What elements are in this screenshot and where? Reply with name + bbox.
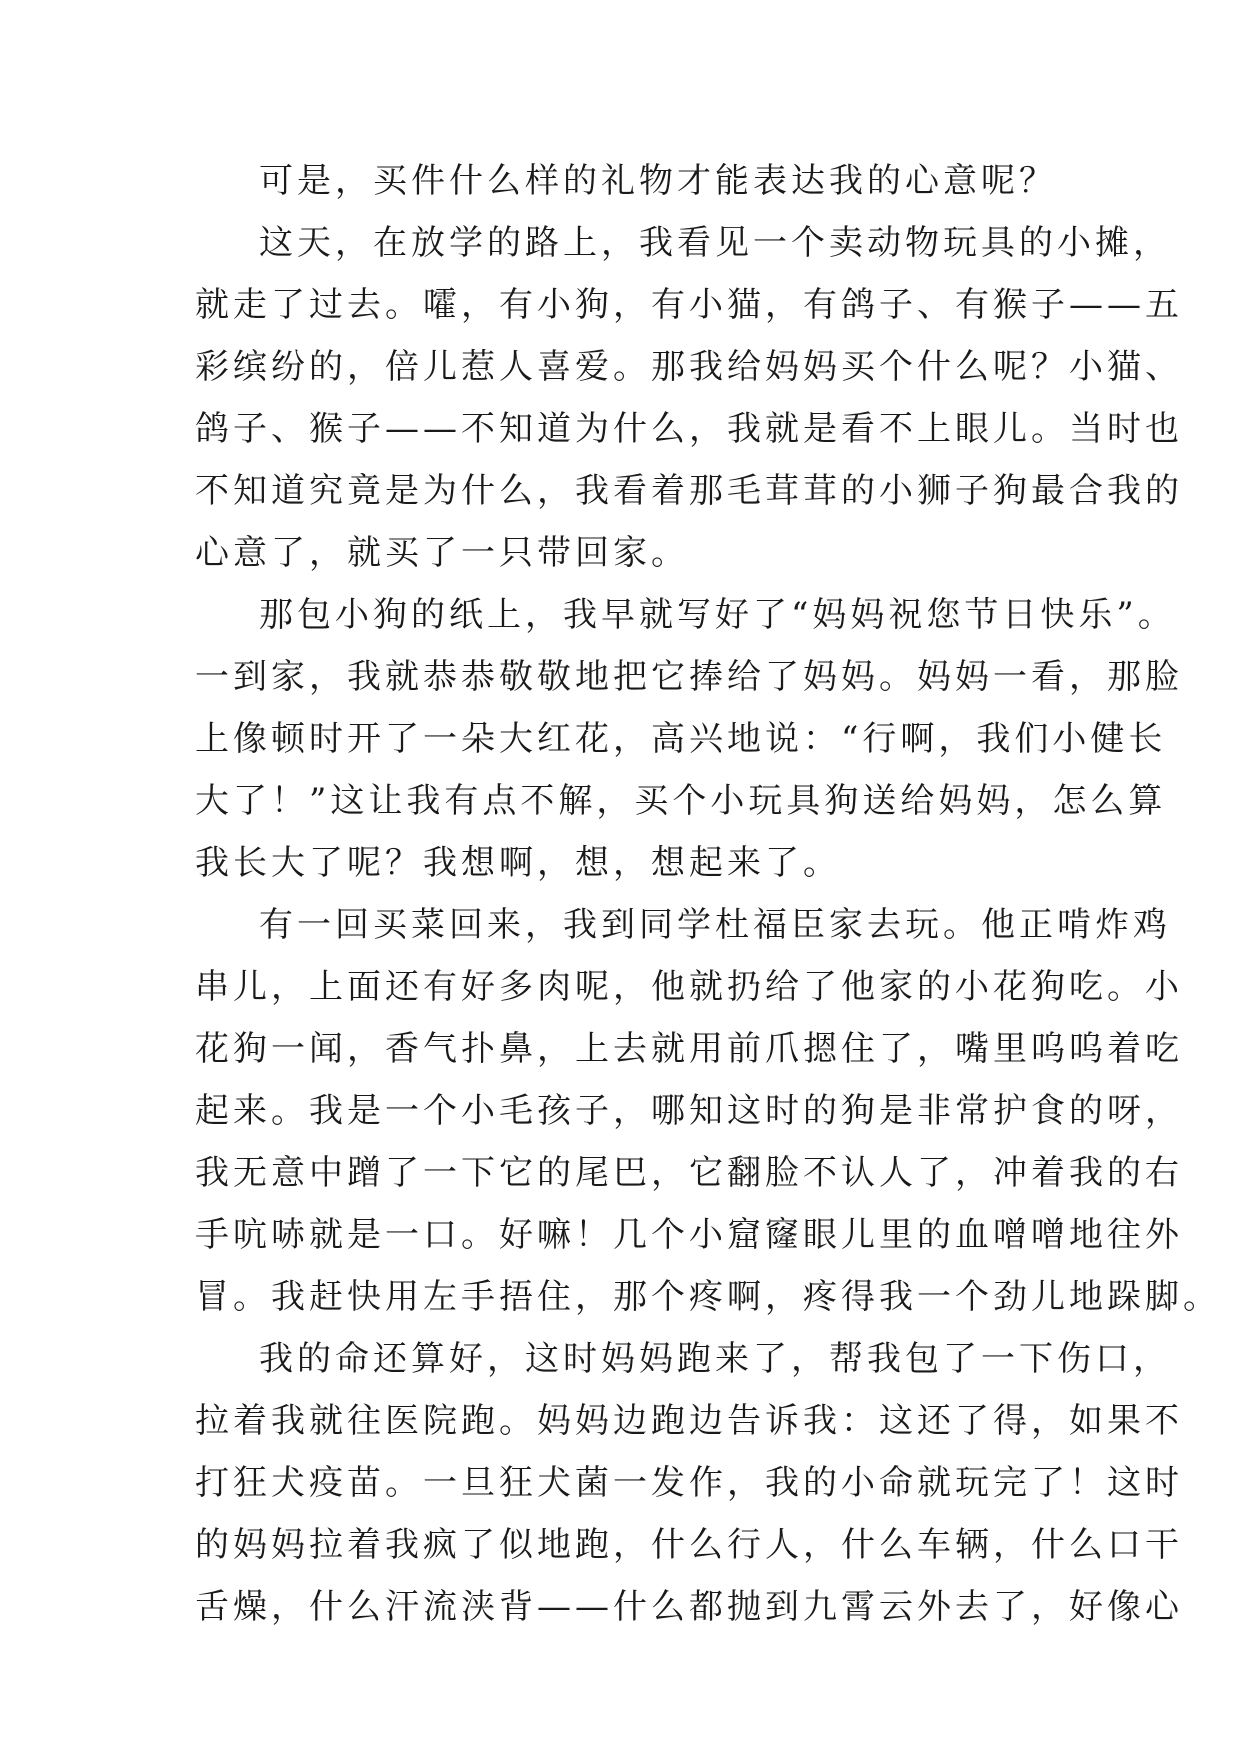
paragraph-line: 大了！”这让我有点不解，买个小玩具狗送给妈妈，怎么算 (195, 781, 1167, 821)
paragraph-line: 我长大了呢？我想啊，想，想起来了。 (195, 843, 841, 883)
paragraph-line: 冒。我赶快用左手捂住，那个疼啊，疼得我一个劲儿地跺脚。 (195, 1277, 1221, 1317)
paragraph-3 (195, 584, 1183, 894)
paragraph-line: 拉着我就往医院跑。妈妈边跑边告诉我：这还了得，如果不 (195, 1401, 1183, 1441)
paragraph-1 (195, 150, 1075, 212)
paragraph-line: 那包小狗的纸上，我早就写好了“妈妈祝您节日快乐”。 (259, 595, 1176, 635)
paragraph-line: 舌燥，什么汗流浃背——什么都抛到九霄云外去了，好像心 (195, 1587, 1183, 1627)
paragraph-line: 一到家，我就恭恭敬敬地把它捧给了妈妈。妈妈一看，那脸 (195, 657, 1183, 697)
paragraph-line: 手吭哧就是一口。好嘛！几个小窟窿眼儿里的血噌噌地往外 (195, 1215, 1183, 1255)
paragraph-line: 打狂犬疫苗。一旦狂犬菌一发作，我的小命就玩完了！这时 (195, 1463, 1183, 1503)
paragraph-line: 不知道究竟是为什么，我看着那毛茸茸的小狮子狗最合我的 (195, 471, 1183, 511)
paragraph-line: 我无意中蹭了一下它的尾巴，它翻脸不认人了，冲着我的右 (195, 1153, 1183, 1193)
paragraph-line: 我的命还算好，这时妈妈跑来了，帮我包了一下伤口， (259, 1339, 1171, 1379)
paragraph-line: 的妈妈拉着我疯了似地跑，什么行人，什么车辆，什么口干 (195, 1525, 1183, 1565)
paragraph-line: 鸽子、猴子——不知道为什么，我就是看不上眼儿。当时也 (195, 409, 1183, 449)
paragraph-2 (195, 212, 1183, 584)
body-text (195, 150, 1221, 1638)
paragraph-line: 可是，买件什么样的礼物才能表达我的心意呢？ (259, 161, 1057, 201)
paragraph-line: 彩缤纷的，倍儿惹人喜爱。那我给妈妈买个什么呢？小猫、 (195, 347, 1183, 387)
paragraph-line: 有一回买菜回来，我到同学杜福臣家去玩。他正啃炸鸡 (259, 905, 1171, 945)
paragraph-4 (195, 894, 1221, 1328)
paragraph-line: 心意了，就买了一只带回家。 (195, 533, 689, 573)
paragraph-line: 花狗一闻，香气扑鼻，上去就用前爪摁住了，嘴里呜呜着吃 (195, 1029, 1183, 1069)
paragraph-5 (195, 1328, 1183, 1638)
paragraph-line: 就走了过去。嚯，有小狗，有小猫，有鸽子、有猴子——五 (195, 285, 1183, 325)
paragraph-line: 起来。我是一个小毛孩子，哪知这时的狗是非常护食的呀， (195, 1091, 1183, 1131)
paragraph-line: 串儿，上面还有好多肉呢，他就扔给了他家的小花狗吃。小 (195, 967, 1183, 1007)
paragraph-line: 上像顿时开了一朵大红花，高兴地说：“行啊，我们小健长 (195, 719, 1167, 759)
paragraph-line: 这天，在放学的路上，我看见一个卖动物玩具的小摊， (259, 223, 1171, 263)
